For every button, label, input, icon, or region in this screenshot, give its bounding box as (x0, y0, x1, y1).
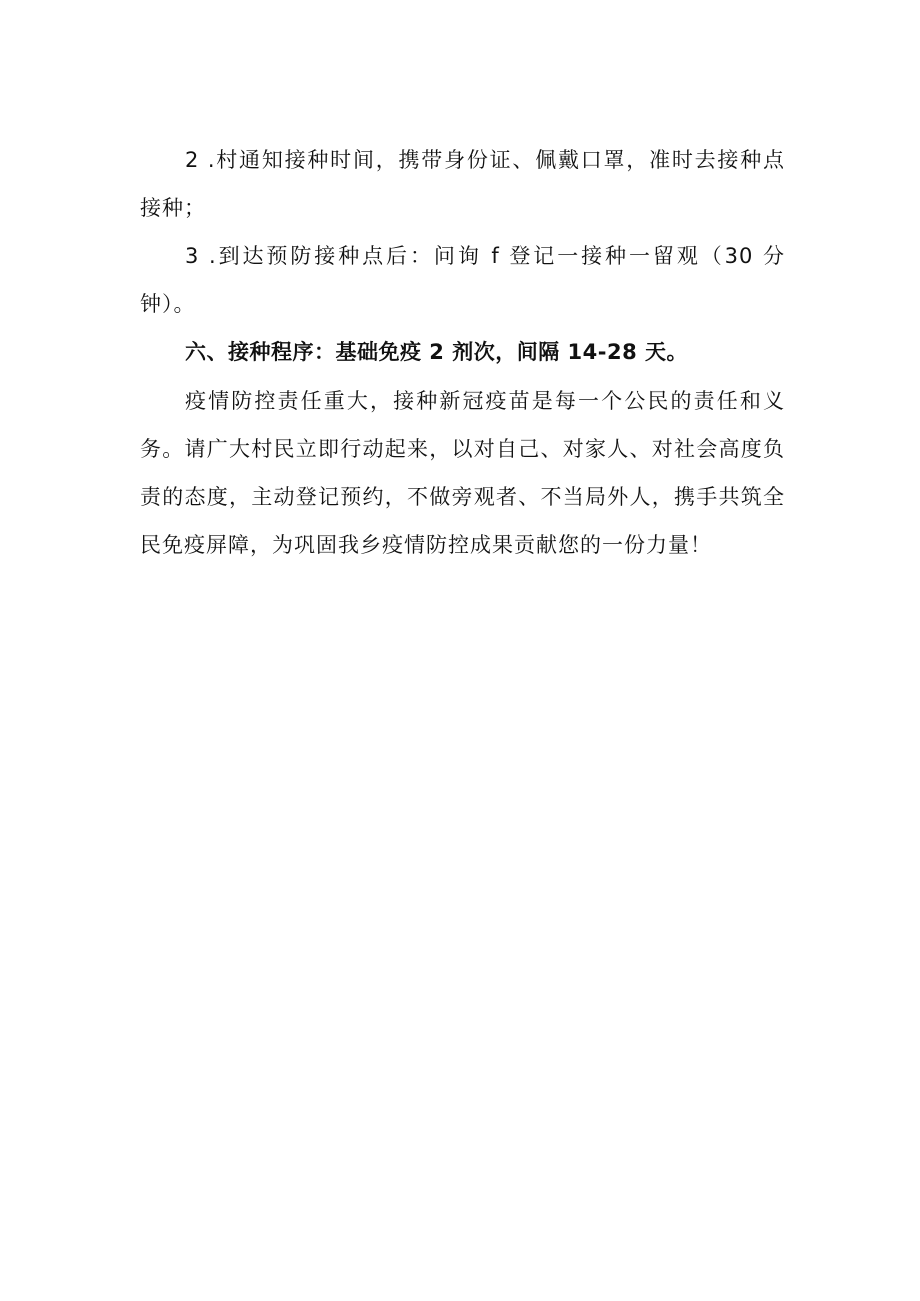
paragraph-step-3: 3 .到达预防接种点后：问询 f 登记一接种一留观（30 分钟）。 (140, 244, 785, 316)
document-body (140, 136, 785, 569)
section-heading-vaccination-schedule: 六、接种程序：基础免疫 2 剂次，间隔 14-28 天。 (185, 340, 689, 364)
paragraph-call-to-action: 疫情防控责任重大，接种新冠疫苗是每一个公民的责任和义务。请广大村民立即行动起来，以对自己、对家人、对社会高度负责的态度，主动登记预约，不做旁观者、不当局外人，携手共筑全民免疫屏障，为巩固我乡疫情防控成果贡献您的一份力量！ (140, 389, 785, 557)
paragraph-step-2: 2 .村通知接种时间，携带身份证、佩戴口罩，准时去接种点接种； (140, 148, 785, 220)
